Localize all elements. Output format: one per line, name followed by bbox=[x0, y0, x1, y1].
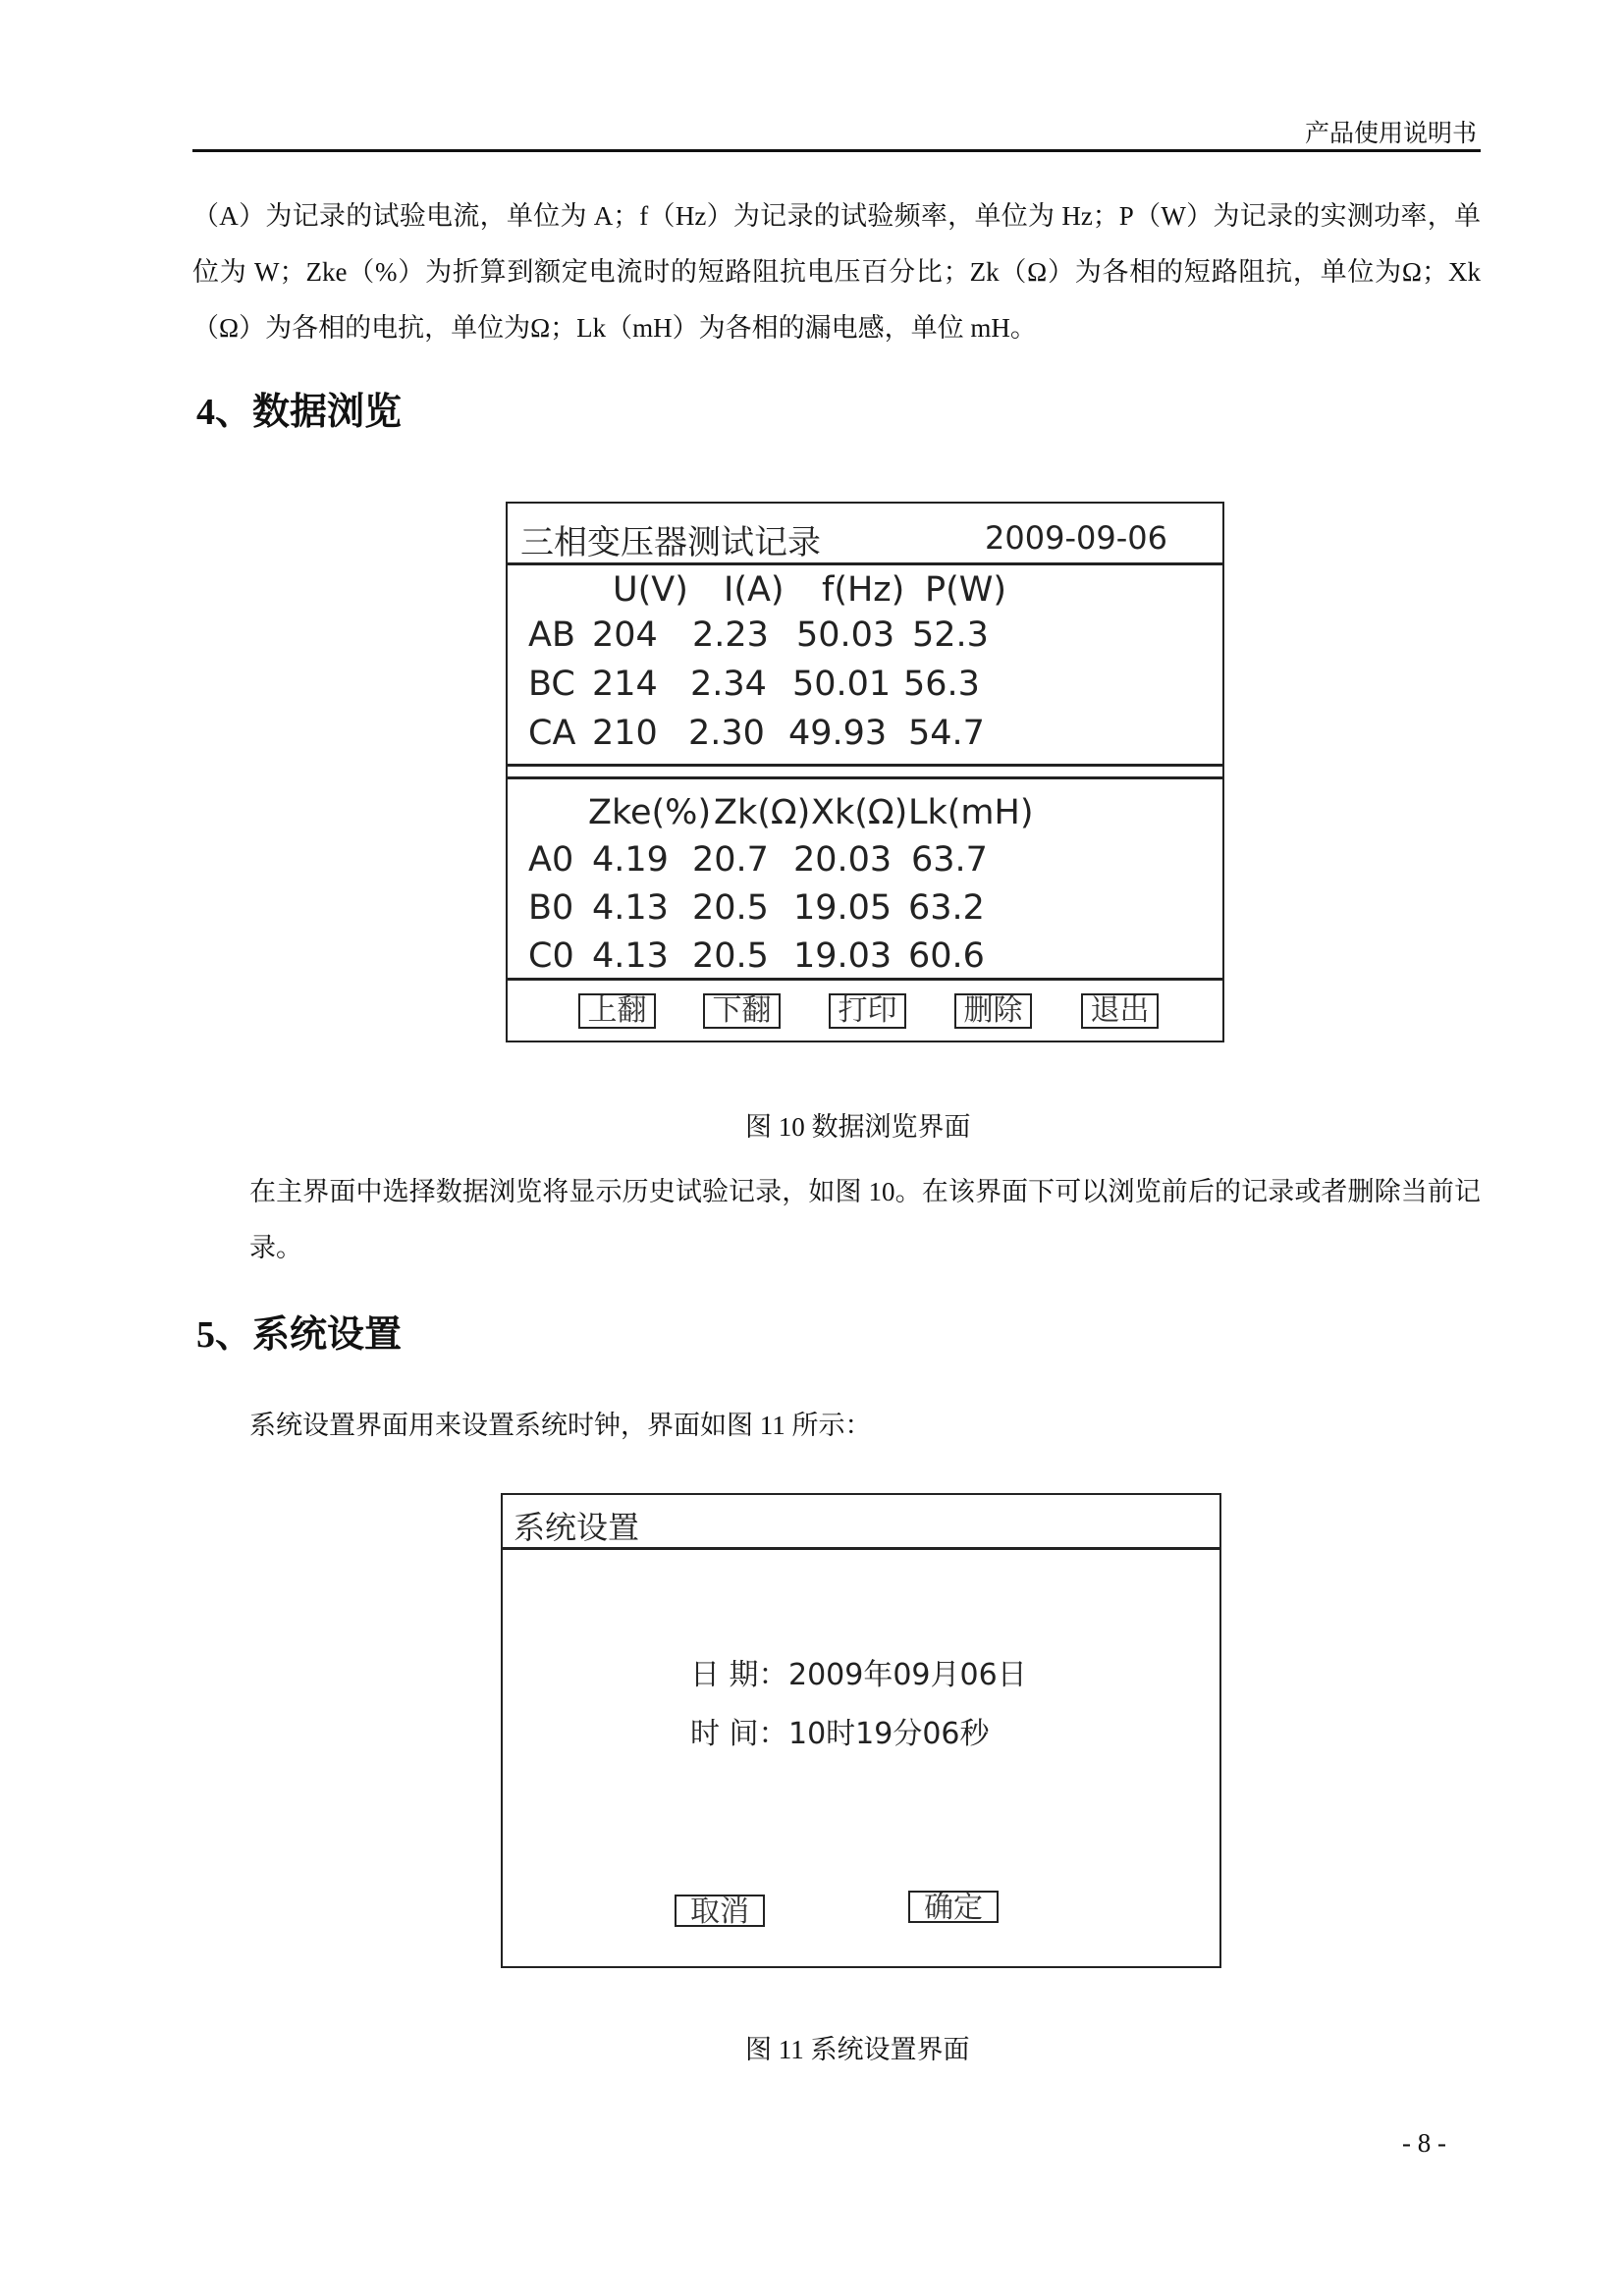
ok-button[interactable]: 确定 bbox=[908, 1891, 999, 1923]
col-header-frequency: f(Hz) bbox=[822, 570, 905, 610]
header-rule bbox=[192, 149, 1481, 152]
row-label-b0: B0 bbox=[528, 888, 574, 928]
row-label-ca: CA bbox=[528, 714, 576, 753]
table-cell: 2.23 bbox=[692, 615, 769, 655]
figure-11-caption: 图 11 系统设置界面 bbox=[745, 2035, 970, 2064]
table-cell: 20.5 bbox=[692, 888, 769, 928]
table-cell: 20.5 bbox=[692, 936, 769, 976]
table-cell: 20.03 bbox=[793, 840, 893, 880]
col-header-lk: Lk(mH) bbox=[908, 793, 1034, 832]
table-cell: 50.03 bbox=[796, 615, 895, 655]
time-label: 时 间： bbox=[690, 1717, 788, 1751]
table-cell: 2.34 bbox=[690, 665, 767, 704]
section4-paragraph-text: 在主界面中选择数据浏览将显示历史试验记录，如图 10。在该界面下可以浏览前后的记录或者删除当前记录。 bbox=[249, 1177, 1481, 1262]
screen-date: 2009-09-06 bbox=[985, 519, 1167, 557]
print-button[interactable]: 打印 bbox=[829, 993, 906, 1029]
table-cell: 50.01 bbox=[792, 665, 892, 704]
section-heading-data-browse: 4、数据浏览 bbox=[196, 392, 403, 433]
title-divider bbox=[506, 562, 1224, 565]
data-browse-screen bbox=[506, 502, 1224, 1042]
col-header-zk: Zk(Ω) bbox=[714, 793, 811, 832]
table-cell: 52.3 bbox=[912, 615, 989, 655]
table-cell: 19.03 bbox=[793, 936, 893, 976]
section5-paragraph-text: 系统设置界面用来设置系统时钟，界面如图 11 所示： bbox=[249, 1411, 872, 1440]
button-row-divider bbox=[506, 978, 1224, 981]
table-cell: 204 bbox=[592, 615, 658, 655]
system-settings-screen bbox=[501, 1493, 1221, 1968]
date-field[interactable]: 2009年09月06日 bbox=[788, 1658, 1027, 1692]
screen-title: 三相变压器测试记录 bbox=[520, 523, 821, 562]
title-divider bbox=[501, 1547, 1221, 1550]
table-cell: 20.7 bbox=[692, 840, 769, 880]
page-number: - 8 - bbox=[1402, 2128, 1446, 2158]
cancel-button[interactable]: 取消 bbox=[675, 1895, 765, 1927]
col-header-xk: Xk(Ω) bbox=[811, 793, 908, 832]
date-label: 日 期： bbox=[690, 1658, 788, 1692]
table-cell: 4.13 bbox=[592, 936, 669, 976]
table-cell: 214 bbox=[592, 665, 658, 704]
col-header-zke: Zke(%) bbox=[588, 793, 712, 832]
time-field[interactable]: 10时19分06秒 bbox=[788, 1717, 990, 1751]
row-label-c0: C0 bbox=[528, 936, 574, 976]
row-label-ab: AB bbox=[528, 615, 575, 655]
table-divider-bottom bbox=[506, 776, 1224, 779]
table-cell: 63.7 bbox=[911, 840, 988, 880]
table-divider-top bbox=[506, 764, 1224, 767]
table-cell: 210 bbox=[592, 714, 658, 753]
table-cell: 49.93 bbox=[788, 714, 888, 753]
intro-paragraph: （A）为记录的试验电流，单位为 A；f（Hz）为记录的试验频率，单位为 Hz；P（W）为记录的实测功率，单位为 W；Zke（%）为折算到额定电流时的短路阻抗电压百分比；Zk（Ω）为各相的短路阻抗，单位为Ω；Xk（Ω）为各相的电抗，单位为Ω；Lk（mH）为各相的漏电感，单位 mH。 bbox=[192, 201, 1481, 343]
section-heading-system-settings: 5、系统设置 bbox=[196, 1314, 403, 1356]
table-cell: 4.13 bbox=[592, 888, 669, 928]
table-cell: 54.7 bbox=[908, 714, 985, 753]
table-cell: 4.19 bbox=[592, 840, 669, 880]
delete-button[interactable]: 删除 bbox=[954, 993, 1032, 1029]
running-header: 产品使用说明书 bbox=[1304, 121, 1477, 147]
page-down-button[interactable]: 下翻 bbox=[703, 993, 781, 1029]
figure-10-caption: 图 10 数据浏览界面 bbox=[745, 1112, 971, 1142]
page-up-button[interactable]: 上翻 bbox=[578, 993, 656, 1029]
table-cell: 19.05 bbox=[793, 888, 893, 928]
table-cell: 56.3 bbox=[903, 665, 980, 704]
col-header-current: I(A) bbox=[724, 570, 785, 610]
col-header-power: P(W) bbox=[925, 570, 1007, 610]
exit-button[interactable]: 退出 bbox=[1081, 993, 1159, 1029]
table-cell: 2.30 bbox=[688, 714, 765, 753]
col-header-voltage: U(V) bbox=[613, 570, 688, 610]
row-label-a0: A0 bbox=[528, 840, 574, 880]
table-cell: 63.2 bbox=[908, 888, 985, 928]
screen-title: 系统设置 bbox=[514, 1509, 640, 1546]
table-cell: 60.6 bbox=[908, 936, 985, 976]
row-label-bc: BC bbox=[528, 665, 575, 704]
section5-paragraph bbox=[192, 1398, 1481, 1454]
section4-paragraph bbox=[192, 1164, 1481, 1276]
